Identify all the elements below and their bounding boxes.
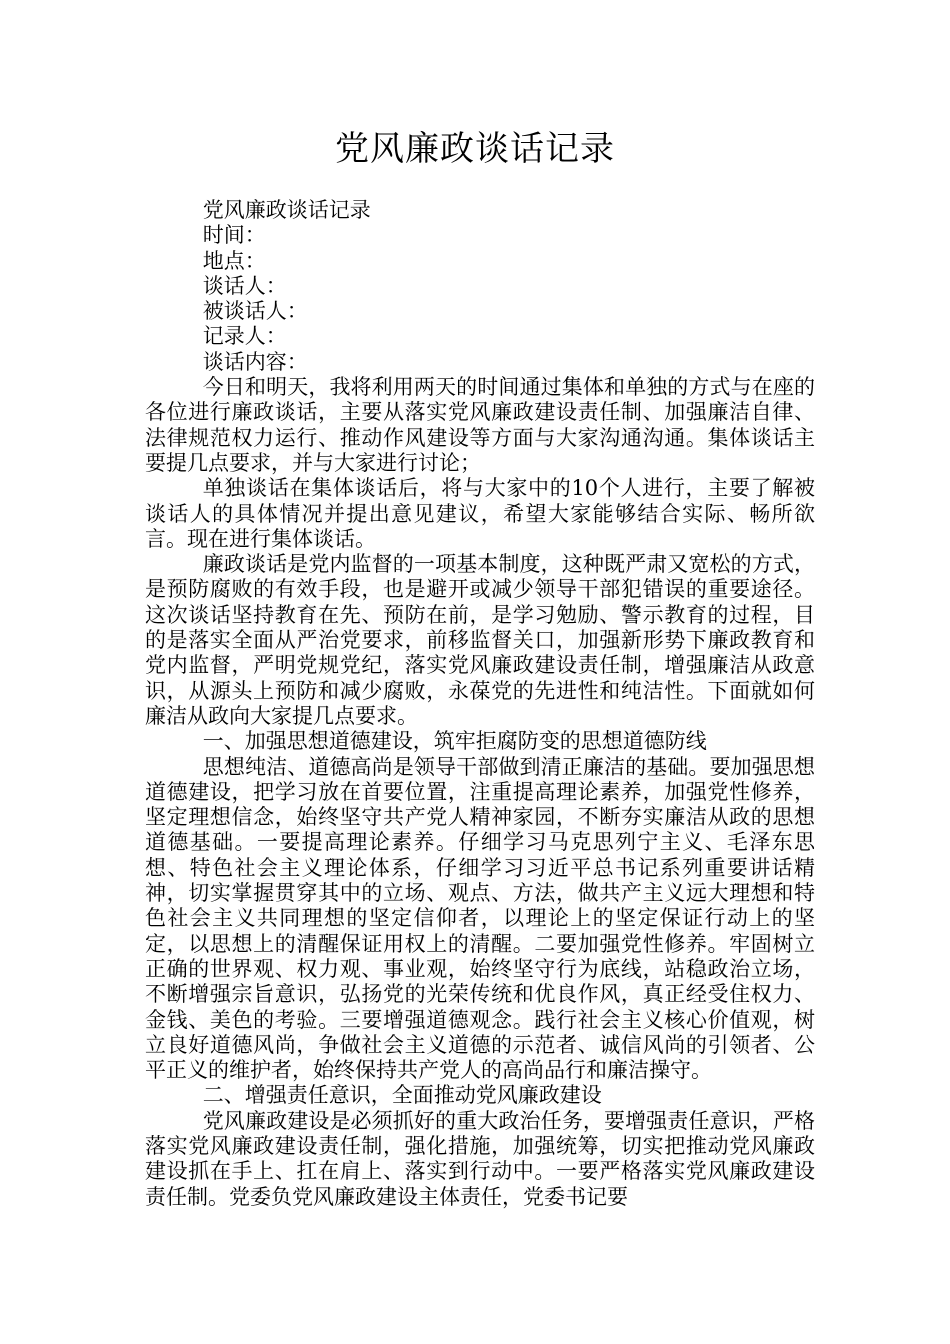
- interviewer-field: 谈话人：: [202, 273, 287, 298]
- section-heading-1: 一、加强思想道德建设，筑牢拒腐防变的思想道德防线: [202, 729, 707, 754]
- header-title-line: 党风廉政谈话记录: [202, 198, 371, 222]
- document-title: 党风廉政谈话记录: [335, 129, 615, 169]
- time-field: 时间：: [202, 223, 266, 248]
- interviewee-field: 被谈话人：: [202, 299, 308, 324]
- location-field: 地点：: [202, 248, 266, 273]
- paragraph-purpose: 廉政谈话是党内监督的一项基本制度，这种既严肃又宽松的方式，是预防腐败的有效手段，也是避开或减少领导干部犯错误的重要途径。这次谈话坚持教育在先、预防在前，是学习勉励、警示教育的过程，目的是落实全面从严治党要求，前移监督关口，加强新形势下廉政教育和党内监督，严明党规党纪，落实党风廉政建设责任制，增强廉洁从政意识，从源头上预防和减少腐败，永葆党的先进性和纯洁性。下面就如何廉洁从政向大家提几点要求。: [145, 552, 815, 728]
- recorder-field: 记录人：: [202, 324, 287, 349]
- content-label: 谈话内容：: [202, 349, 308, 374]
- section-heading-2: 二、增强责任意识，全面推动党风廉政建设: [202, 1083, 602, 1108]
- paragraph-section-1: 思想纯洁、道德高尚是领导干部做到清正廉洁的基础。要加强思想道德建设，把学习放在首要位置，注重提高理论素养，加强党性修养，坚定理想信念，始终坚守共产党人精神家园，不断夯实廉洁从政的思想道德基础。一要提高理论素养。仔细学习马克思列宁主义、毛泽东思想、特色社会主义理论体系，仔细学习习近平总书记系列重要讲话精神，切实掌握贯穿其中的立场、观点、方法，做共产主义远大理想和特色社会主义共同理想的坚定信仰者，以理论上的坚定保证行动上的坚定，以思想上的清醒保证用权上的清醒。二要加强党性修养。牢固树立正确的世界观、权力观、事业观，始终坚守行为底线，站稳政治立场，不断增强宗旨意识，弘扬党的光荣传统和优良作风，真正经受住权力、金钱、美色的考验。三要增强道德观念。践行社会主义核心价值观，树立良好道德风尚，争做社会主义道德的示范者、诚信风尚的引领者、公平正义的维护者，始终保持共产党人的高尚品行和廉洁操守。: [145, 754, 815, 1083]
- document-body: [145, 198, 815, 1210]
- paragraph-section-2: 党风廉政建设是必须抓好的重大政治任务，要增强责任意识，严格落实党风廉政建设责任制，强化措施，加强统筹，切实把推动党风廉政建设抓在手上、扛在肩上、落实到行动中。一要严格落实党风廉政建设责任制。党委负党风廉政建设主体责任，党委书记要: [145, 1108, 815, 1209]
- paragraph-individual-talk: 单独谈话在集体谈话后，将与大家中的10个人进行，主要了解被谈话人的具体情况并提出意见建议，希望大家能够结合实际、畅所欲言。现在进行集体谈话。: [145, 476, 815, 551]
- paragraph-intro: 今日和明天，我将利用两天的时间通过集体和单独的方式与在座的各位进行廉政谈话，主要从落实党风廉政建设责任制、加强廉洁自律、法律规范权力运行、推动作风建设等方面与大家沟通沟通。集体谈话主要提几点要求，并与大家进行讨论；: [145, 375, 815, 475]
